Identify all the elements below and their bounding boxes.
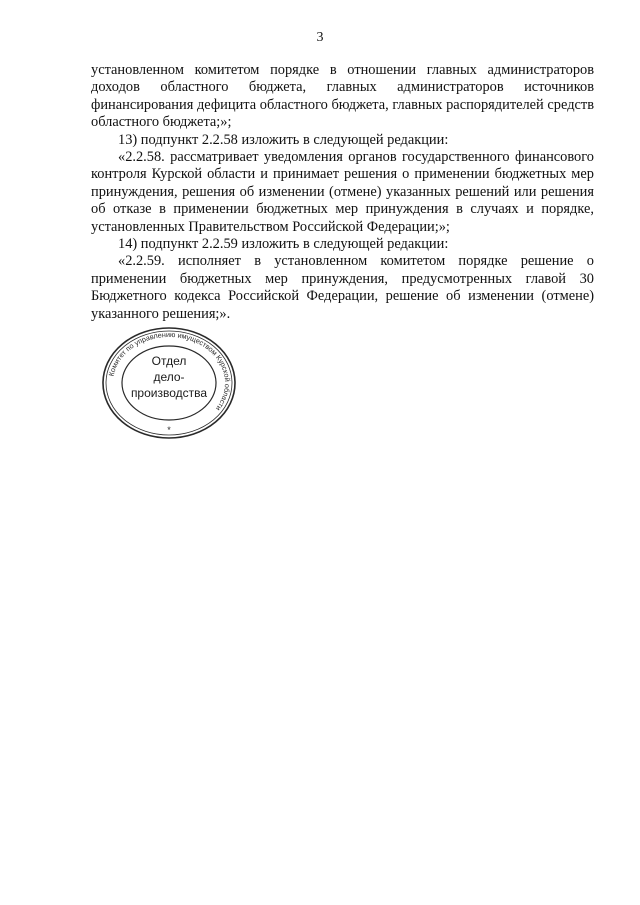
paragraph-continuation: установленном комитетом порядке в отношении главных администраторов доходов областного бюджета, главных администраторов источников финансирования дефицита областного бюджета, главных распорядителей средств областного бюджета;»; xyxy=(91,62,594,131)
stamp-line-2: дело- xyxy=(153,370,185,384)
stamp-ring-text: Комитет по управлению имуществом Курской области xyxy=(106,329,233,413)
stamp-center-text xyxy=(101,353,237,401)
paragraph-clause-2-2-58: «2.2.58. рассматривает уведомления органов государственного финансового контроля Курской области и принимает решения о применении бюджетных мер принуждения, решения об изменении (отмене) указанных решений или решения об отказе в применении бюджетных мер принуждения в случаях и порядке, установленных Правительством Российской Федерации;»; xyxy=(91,149,594,235)
paragraph-item-14: 14) подпункт 2.2.59 изложить в следующей редакции: xyxy=(118,236,449,253)
stamp-line-3: производства xyxy=(130,386,208,400)
stamp-star: * xyxy=(167,425,171,435)
paragraph-item-13: 13) подпункт 2.2.58 изложить в следующей редакции: xyxy=(118,131,449,148)
page-number: 3 xyxy=(316,30,324,45)
paragraph-clause-2-2-59: «2.2.59. исполняет в установленном комитетом порядке решение о применении бюджетных мер принуждения, предусмотренных главой 30 Бюджетного кодекса Российской Федерации, решение об изменении (отмене) указанного решения;». xyxy=(91,253,594,322)
document-body xyxy=(91,62,594,323)
office-stamp xyxy=(101,326,237,440)
stamp-line-1: Отдел xyxy=(151,354,187,368)
